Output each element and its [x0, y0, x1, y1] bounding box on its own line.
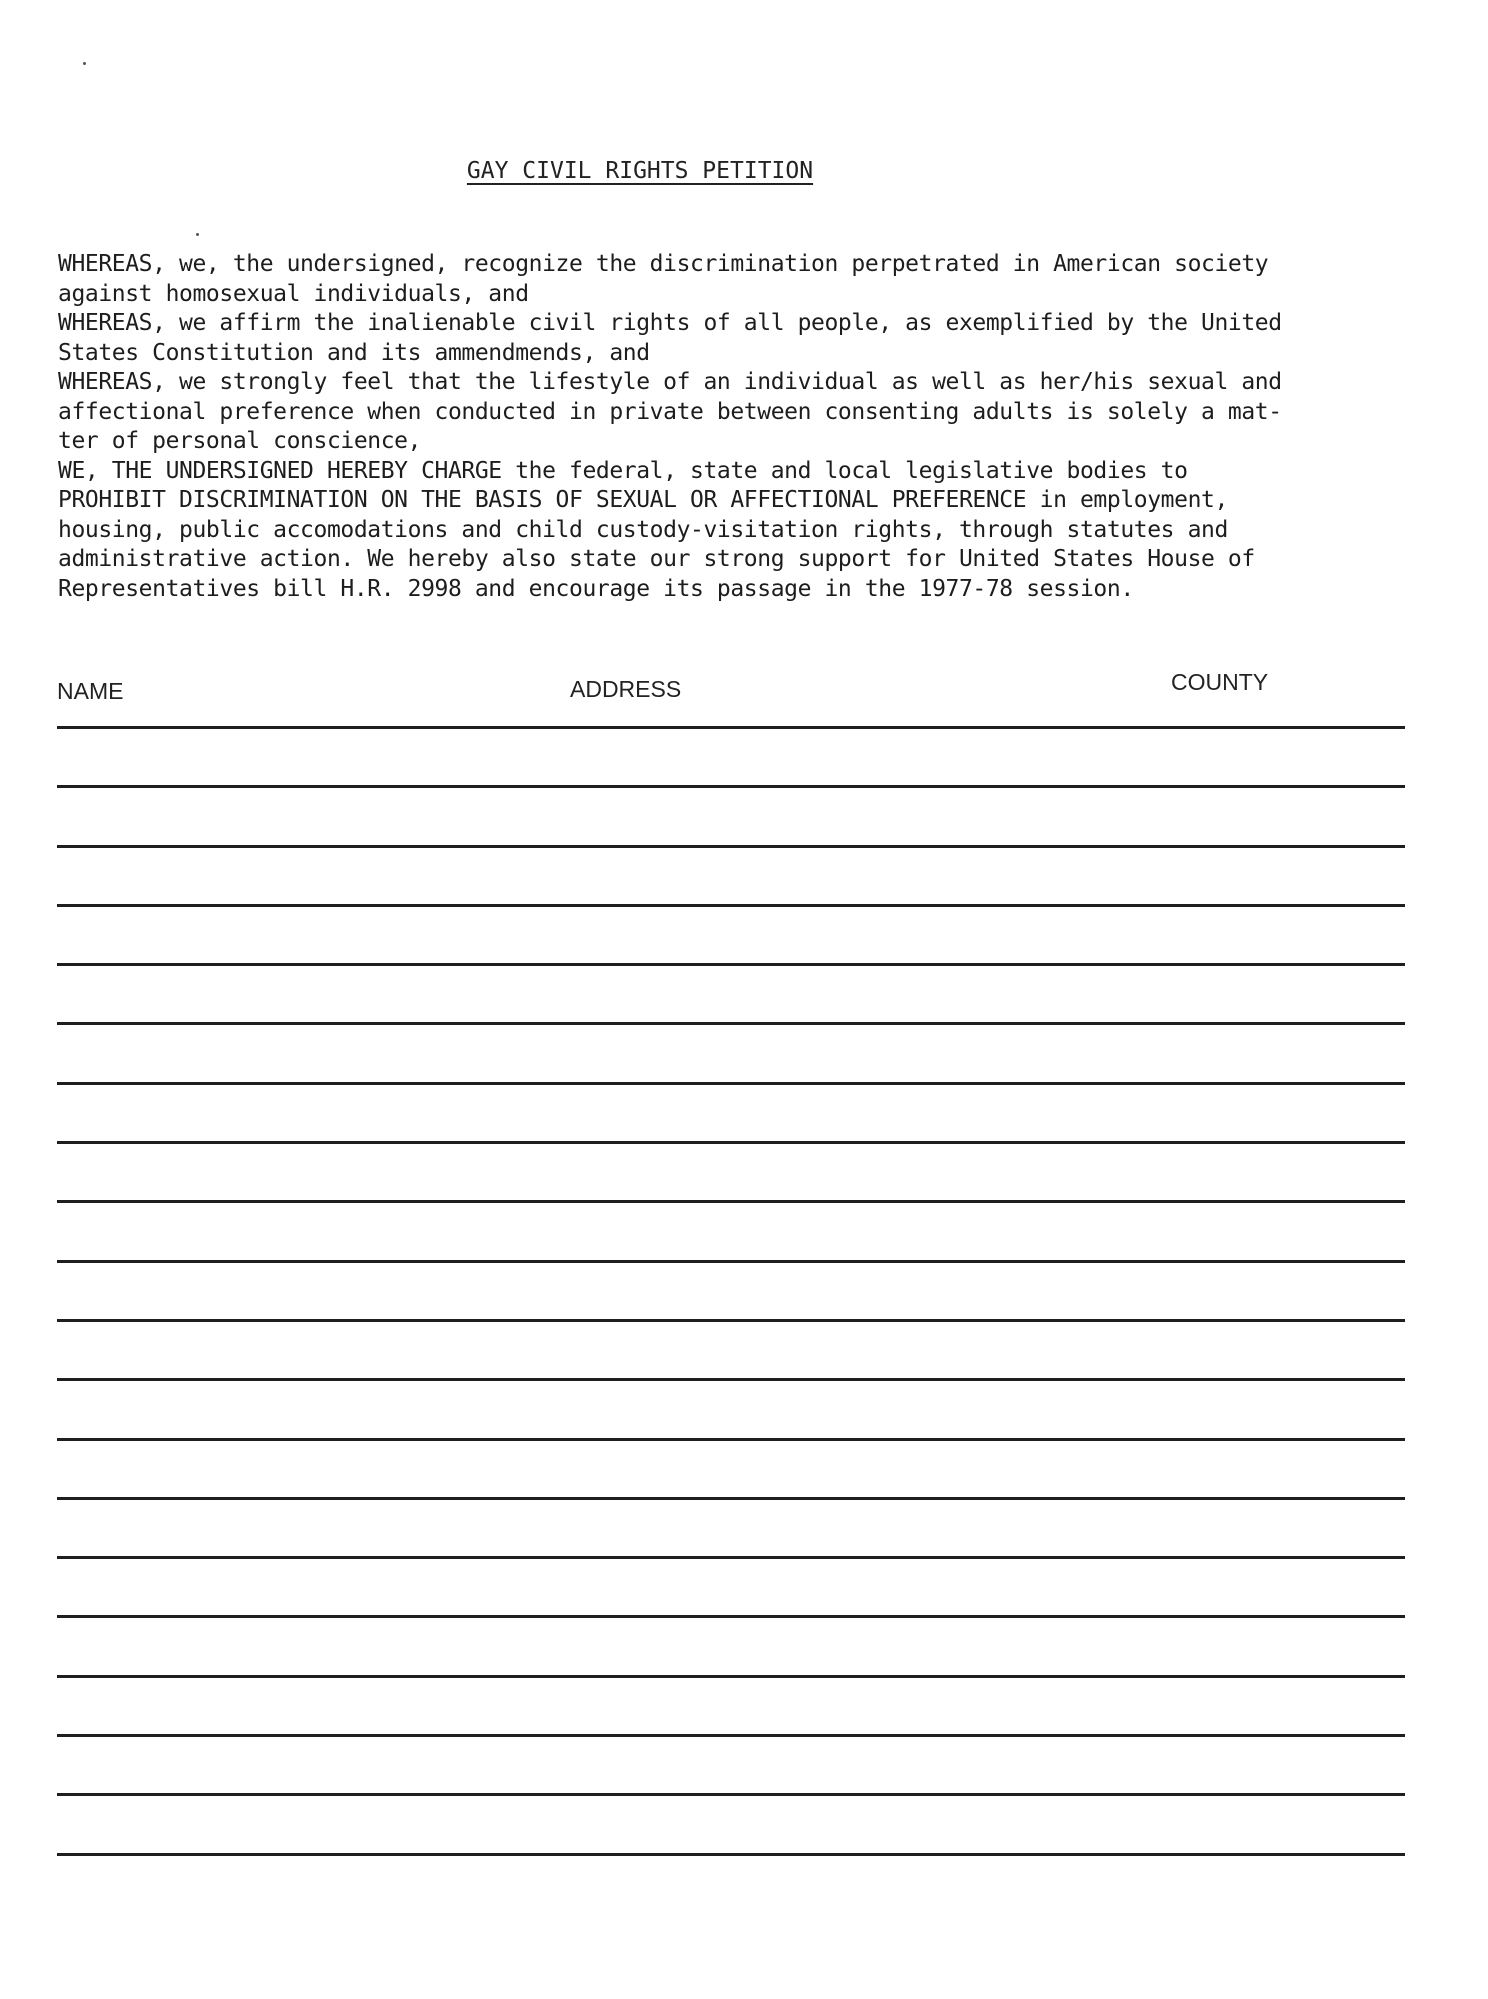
signature-line[interactable] — [57, 1319, 1405, 1378]
petition-body — [58, 250, 1398, 604]
body-line: WHEREAS, we, the undersigned, recognize the discrimination perpetrated in American society — [58, 251, 1269, 277]
signature-line[interactable] — [57, 1260, 1405, 1319]
body-line: ter of personal conscience, — [58, 428, 422, 454]
column-header-county: COUNTY — [1171, 669, 1269, 695]
body-line: housing, public accomodations and child custody-visitation rights, through statutes and — [58, 516, 1228, 543]
petition-title: GAY CIVIL RIGHTS PETITION — [466, 158, 814, 184]
signature-line[interactable] — [57, 963, 1405, 1022]
body-line: WHEREAS, we affirm the inalienable civil rights of all people, as exemplified by the United — [58, 310, 1282, 336]
signature-line[interactable] — [57, 1082, 1405, 1141]
signature-line[interactable] — [57, 1497, 1405, 1556]
signature-line[interactable] — [57, 1556, 1405, 1615]
body-line: Representatives bill H.R. 2998 and encourage its passage in the 1977-78 session. — [58, 575, 1134, 602]
signature-line[interactable] — [57, 904, 1405, 963]
scan-speck — [196, 233, 199, 236]
signature-line[interactable] — [57, 1200, 1405, 1259]
signature-line[interactable] — [57, 1141, 1405, 1200]
signature-line[interactable] — [57, 1793, 1405, 1852]
body-line: WE, THE UNDERSIGNED HEREBY CHARGE the federal, state and local legislative bodies to — [58, 457, 1188, 484]
body-line: administrative action. We hereby also state our strong support for United States House of — [58, 546, 1255, 572]
signature-line[interactable] — [57, 1438, 1405, 1497]
signature-line[interactable] — [57, 1615, 1405, 1674]
column-header-name: NAME — [57, 678, 124, 704]
body-line: WHEREAS, we strongly feel that the lifestyle of an individual as well as her/his sexual and — [58, 369, 1282, 395]
signature-line[interactable] — [57, 1675, 1405, 1734]
signature-line[interactable] — [57, 1022, 1405, 1081]
signature-line[interactable] — [57, 1853, 1405, 1912]
body-line: affectional preference when conducted in private between consenting adults is solely a mat- — [58, 398, 1282, 425]
scan-speck — [83, 62, 86, 65]
body-line: PROHIBIT DISCRIMINATION ON THE BASIS OF SEXUAL OR AFFECTIONAL PREFERENCE in employment, — [58, 487, 1228, 513]
signature-line[interactable] — [57, 845, 1405, 904]
body-line: States Constitution and its ammendmends, and — [58, 339, 650, 366]
column-header-address: ADDRESS — [570, 676, 682, 702]
body-line: against homosexual individuals, and — [58, 280, 529, 307]
signature-line[interactable] — [57, 1378, 1405, 1437]
signature-line[interactable] — [57, 785, 1405, 844]
signature-lines — [57, 726, 1405, 1912]
signature-line[interactable] — [57, 1734, 1405, 1793]
signature-line[interactable] — [57, 726, 1405, 785]
